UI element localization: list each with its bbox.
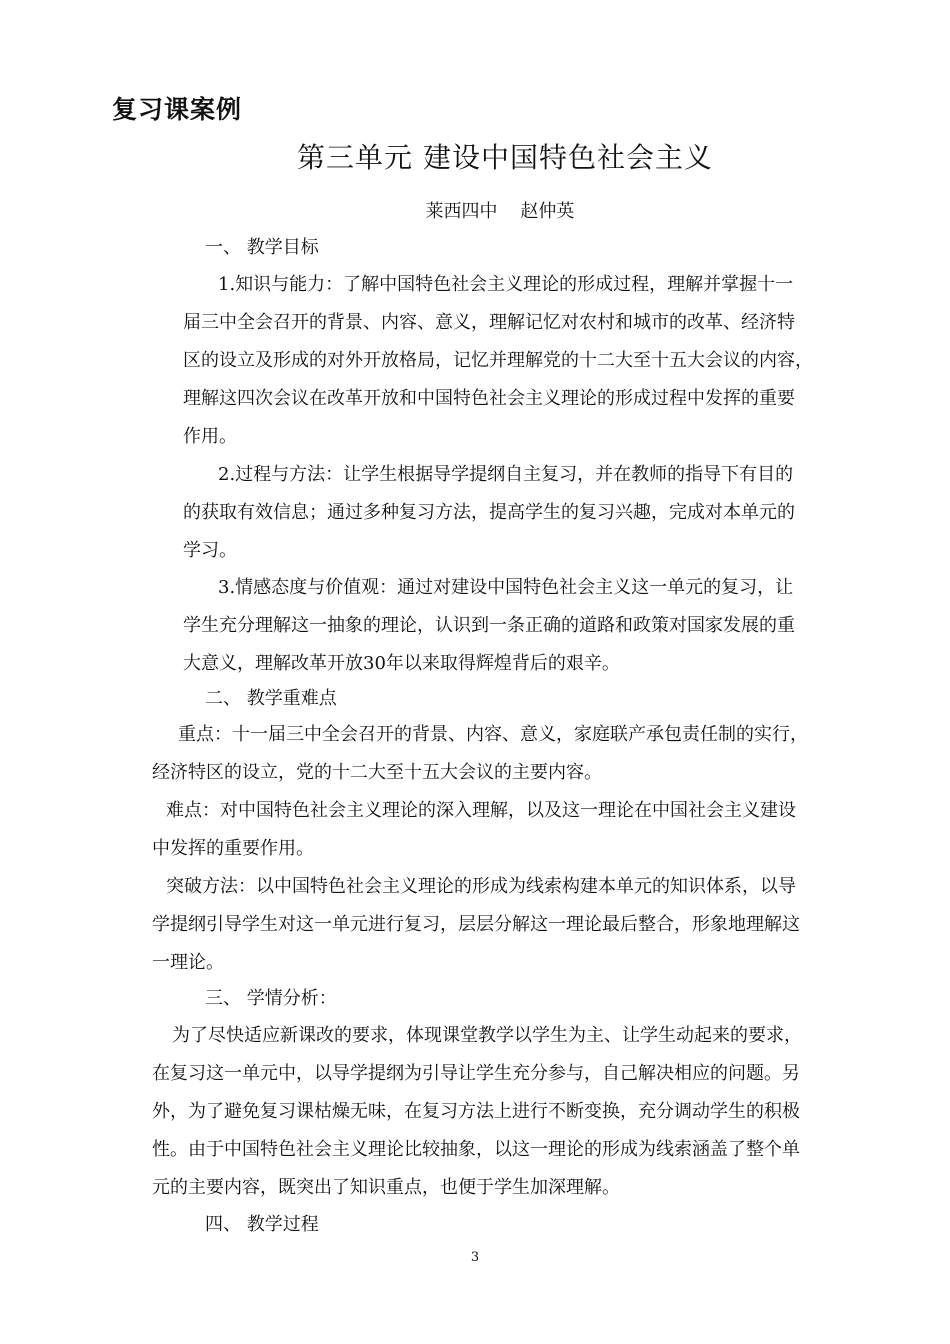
page-number: 3 <box>470 1250 480 1265</box>
objective-3-line: 大意义，理解改革开放30年以来取得辉煌背后的艰辛。 <box>183 653 620 674</box>
objective-2-line: 的获取有效信息；通过多种复习方法，提高学生的复习兴趣，完成对本单元的 <box>183 502 795 523</box>
breakthrough-line: 一理论。 <box>152 952 224 973</box>
section-heading-key-points: 二、 教学重难点 <box>205 688 337 709</box>
analysis-line: 元的主要内容，既突出了知识重点，也便于学生加深理解。 <box>152 1177 620 1198</box>
header-label: 复习课案例 <box>112 95 243 124</box>
key-points-line: 经济特区的设立，党的十二大至十五大会议的主要内容。 <box>152 762 602 783</box>
analysis-line: 性。由于中国特色社会主义理论比较抽象，以这一理论的形成为线索涵盖了整个单 <box>152 1139 800 1160</box>
objective-2-line: 学习。 <box>183 540 237 561</box>
difficult-points-line: 中发挥的重要作用。 <box>152 838 314 859</box>
section-heading-analysis: 三、 学情分析： <box>205 988 337 1009</box>
objective-2-line: 2.过程与方法：让学生根据导学提纲自主复习，并在教师的指导下有目的 <box>218 464 794 485</box>
document-title: 第三单元 建设中国特色社会主义 <box>297 141 713 174</box>
difficult-points-line: 难点：对中国特色社会主义理论的深入理解，以及这一理论在中国社会主义建设 <box>166 800 796 821</box>
analysis-line: 在复习这一单元中，以导学提纲为引导让学生充分参与，自己解决相应的问题。另 <box>152 1063 800 1084</box>
objective-1-line: 区的设立及形成的对外开放格局，记忆并理解党的十二大至十五大会议的内容， <box>183 350 813 371</box>
section-heading-process: 四、 教学过程 <box>205 1214 319 1235</box>
author-line: 莱西四中 赵仲英 <box>425 201 575 222</box>
objective-1-line: 届三中全会召开的背景、内容、意义，理解记忆对农村和城市的改革、经济特 <box>183 312 795 333</box>
objective-3-line: 学生充分理解这一抽象的理论，认识到一条正确的道路和政策对国家发展的重 <box>183 615 795 636</box>
objective-3-line: 3.情感态度与价值观：通过对建设中国特色社会主义这一单元的复习，让 <box>218 577 794 598</box>
objective-1-line: 作用。 <box>183 426 237 447</box>
breakthrough-line: 学提纲引导学生对这一单元进行复习，层层分解这一理论最后整合，形象地理解这 <box>152 914 800 935</box>
objective-1-line: 1.知识与能力：了解中国特色社会主义理论的形成过程，理解并掌握十一 <box>218 274 794 295</box>
key-points-line: 重点：十一届三中全会召开的背景、内容、意义，家庭联产承包责任制的实行， <box>178 724 808 745</box>
section-heading-objectives: 一、 教学目标 <box>205 237 319 258</box>
analysis-line: 外，为了避免复习课枯燥无味，在复习方法上进行不断变换，充分调动学生的积极 <box>152 1101 800 1122</box>
objective-1-line: 理解这四次会议在改革开放和中国特色社会主义理论的形成过程中发挥的重要 <box>183 388 795 409</box>
analysis-line: 为了尽快适应新课改的要求，体现课堂教学以学生为主、让学生动起来的要求， <box>172 1025 802 1046</box>
breakthrough-line: 突破方法：以中国特色社会主义理论的形成为线索构建本单元的知识体系，以导 <box>166 876 796 897</box>
